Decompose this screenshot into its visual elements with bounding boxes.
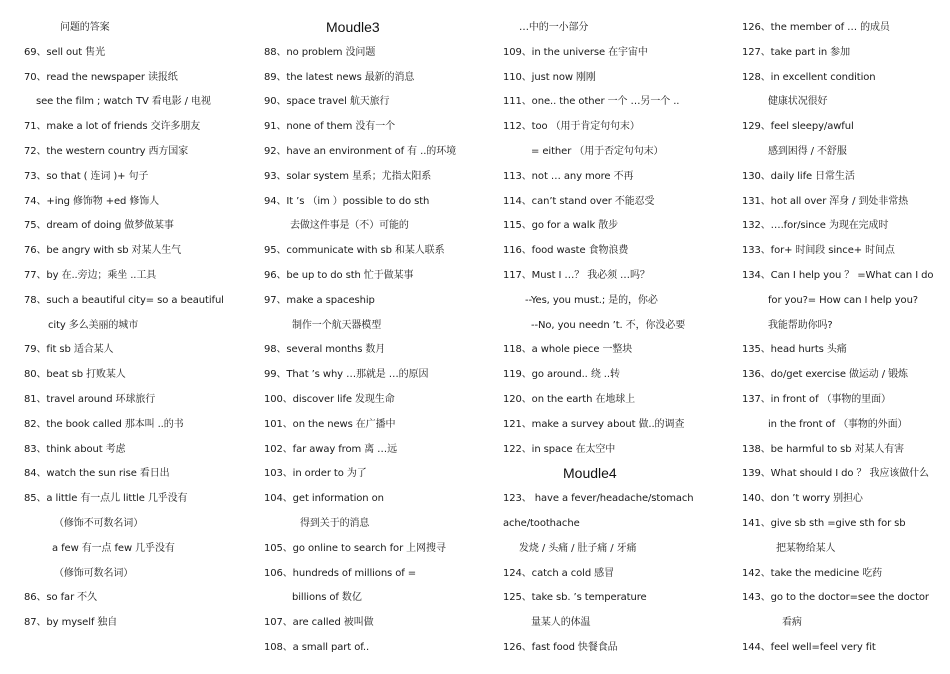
vocab-line: 93、solar system 星系；尤指太阳系 — [264, 170, 432, 182]
vocab-line: 82、the book called 那本叫 ..的书 — [24, 418, 184, 430]
vocab-line: 我能帮助你吗? — [768, 319, 833, 331]
vocab-line: 81、travel around 环球旅行 — [24, 394, 156, 405]
vocab-line: 75、dream of doing 做梦做某事 — [24, 220, 174, 232]
vocab-line: 92、have an environment of 有 ..的环境 — [264, 146, 457, 157]
vocab-line: 73、so that ( 连词 )+ 句子 — [24, 170, 149, 182]
module-heading: Moudle4 — [563, 465, 617, 482]
vocab-line: 72、the western country 西方国家 — [24, 146, 189, 157]
vocab-line: 83、think about 考虑 — [24, 443, 126, 455]
vocab-line: 量某人的体温 — [531, 617, 591, 629]
vocab-line: 90、space travel 航天旅行 — [264, 96, 390, 108]
vocab-line: 139、What should I do ？ 我应该做什么 — [742, 468, 929, 480]
vocab-line: 78、such a beautiful city= so a beautiful — [24, 294, 224, 306]
vocab-line: 107、are called 被叫做 — [264, 617, 374, 629]
module-heading: Moudle3 — [326, 19, 380, 35]
vocab-line: 119、go around.. 绕 ..转 — [503, 369, 620, 381]
vocab-line: city 多么美丽的城市 — [48, 319, 139, 331]
vocab-line: 126、fast food 快餐食品 — [503, 642, 618, 653]
vocab-line: 69、sell out 售光 — [24, 46, 105, 58]
vocab-line: 89、the latest news 最新的消息 — [264, 71, 415, 83]
vocab-line: 135、head hurts 头痛 — [742, 344, 847, 356]
vocab-line: 感到困得 / 不舒服 — [768, 146, 847, 157]
vocab-line: 71、make a lot of friends 交许多朋友 — [24, 121, 201, 133]
column-2 — [264, 0, 494, 674]
vocab-line: 138、be harmful to sb 对某人有害 — [742, 443, 905, 455]
vocab-line: 134、Can I help you ？ =What can I do — [742, 270, 934, 281]
vocab-line: 143、go to the doctor=see the doctor — [742, 592, 929, 604]
vocab-line: a few 有一点 few 几乎没有 — [52, 542, 175, 554]
vocab-line: 把某物给某人 — [776, 542, 836, 554]
vocab-line: 121、make a survey about 做..的调查 — [503, 418, 685, 430]
vocab-line: 129、feel sleepy/awful — [742, 121, 854, 133]
vocab-line: 96、be up to do sth 忙于做某事 — [264, 270, 414, 281]
vocab-line: see the film ; watch TV 看电影 / 电视 — [36, 96, 211, 108]
vocab-line: 79、fit sb 适合某人 — [24, 344, 114, 356]
vocab-line: 120、on the earth 在地球上 — [503, 394, 636, 405]
vocab-line: 126、the member of … 的成员 — [742, 22, 890, 33]
column-1 — [24, 0, 249, 674]
vocab-line: 112、too （用于肯定句句末） — [503, 121, 640, 133]
vocab-line: 108、a small part of.. — [264, 642, 370, 653]
vocab-line: billions of 数亿 — [292, 592, 362, 604]
vocab-line: 118、a whole piece 一整块 — [503, 344, 633, 356]
vocab-line: 111、one.. the other 一个 …另一个 .. — [503, 96, 680, 108]
vocab-line: 125、take sb. ’s temperature — [503, 592, 647, 604]
vocab-line: 140、don ’t worry 别担心 — [742, 493, 863, 505]
vocab-line: 去做这件事是（不）可能的 — [290, 220, 409, 232]
vocab-line: 141、give sb sth =give sth for sb — [742, 518, 906, 529]
vocab-line: 问题的答案 — [60, 22, 110, 33]
vocab-line: = either （用于否定句句末） — [531, 146, 664, 157]
vocab-line: 137、in front of （事物的里面） — [742, 394, 891, 405]
vocab-line: 84、watch the sun rise 看日出 — [24, 468, 170, 480]
vocab-line: 105、go online to search for 上网搜寻 — [264, 542, 446, 554]
vocab-line: 99、That ’s why …那就是 …的原因 — [264, 369, 429, 381]
vocab-line: 制作一个航天器模型 — [292, 319, 382, 331]
vocab-line: 110、just now 刚刚 — [503, 71, 596, 83]
vocab-line: 87、by myself 独自 — [24, 617, 118, 629]
vocab-line: 132、….for/since 为现在完成时 — [742, 220, 889, 232]
vocab-line: 106、hundreds of millions of = — [264, 567, 417, 579]
vocab-line: （修饰不可数名词） — [54, 518, 144, 529]
vocab-line: 74、+ing 修饰物 +ed 修饰人 — [24, 195, 160, 207]
vocab-line: 123、 have a fever/headache/stomach — [503, 493, 694, 505]
vocab-line: 91、none of them 没有一个 — [264, 121, 395, 133]
vocab-line: 看病 — [782, 617, 802, 629]
vocab-line: 101、on the news 在广播中 — [264, 418, 396, 430]
vocab-line: 94、It ’s （im ）possible to do sth — [264, 195, 430, 207]
vocab-line: …中的一小部分 — [519, 22, 589, 33]
vocab-line: 98、several months 数月 — [264, 344, 386, 356]
vocab-line: 健康状况很好 — [768, 96, 828, 108]
vocab-line: 104、get information on — [264, 493, 384, 505]
vocab-line: 103、in order to 为了 — [264, 468, 367, 480]
vocab-line: 109、in the universe 在宇宙中 — [503, 46, 648, 58]
vocab-line: 133、for+ 时间段 since+ 时间点 — [742, 245, 895, 257]
vocab-line: 131、hot all over 浑身 / 到处非常热 — [742, 195, 909, 207]
vocab-line: 114、can’t stand over 不能忍受 — [503, 195, 655, 207]
vocab-line: 130、daily life 日常生活 — [742, 170, 855, 182]
vocab-line: 128、in excellent condition — [742, 71, 876, 83]
vocab-line: 85、a little 有一点儿 little 几乎没有 — [24, 493, 188, 505]
vocab-line: 95、communicate with sb 和某人联系 — [264, 245, 445, 257]
vocab-line: 142、take the medicine 吃药 — [742, 567, 883, 579]
vocab-line: 88、no problem 没问题 — [264, 46, 376, 58]
vocab-line: 122、in space 在太空中 — [503, 443, 616, 455]
vocab-line: --No, you needn ’t. 不，你没必要 — [531, 319, 686, 331]
vocab-line: 102、far away from 离 …远 — [264, 443, 397, 455]
column-3 — [503, 0, 725, 674]
vocab-line: for you?= How can I help you? — [768, 294, 919, 306]
vocab-line: 117、Must I …？ 我必须 …吗？ — [503, 270, 650, 281]
vocab-line: 发烧 / 头痛 / 肚子痛 / 牙痛 — [519, 542, 637, 554]
vocab-line: 127、take part in 参加 — [742, 46, 850, 58]
vocab-line: --Yes, you must.; 是的，你必 — [525, 294, 658, 306]
vocab-line: 80、beat sb 打败某人 — [24, 369, 126, 381]
vocab-line: （修饰可数名词） — [54, 567, 134, 579]
vocab-line: 86、so far 不久 — [24, 592, 97, 604]
vocab-line: ache/toothache — [503, 518, 580, 529]
vocab-line: 76、be angry with sb 对某人生气 — [24, 245, 182, 257]
vocab-line: 70、read the newspaper 读报纸 — [24, 71, 178, 83]
vocab-line: 得到关于的消息 — [300, 518, 370, 529]
vocab-line: 136、do/get exercise 做运动 / 锻炼 — [742, 369, 908, 381]
vocab-line: 116、food waste 食物浪费 — [503, 245, 629, 257]
vocab-line: in the front of （事物的外面） — [768, 418, 908, 430]
vocab-line: 144、feel well=feel very fit — [742, 642, 876, 653]
vocab-line: 124、catch a cold 感冒 — [503, 567, 614, 579]
column-4 — [742, 0, 950, 674]
vocab-line: 100、discover life 发现生命 — [264, 394, 395, 405]
vocab-line: 115、go for a walk 散步 — [503, 220, 619, 232]
vocab-line: 113、not … any more 不再 — [503, 170, 634, 182]
vocab-line: 77、by 在..旁边；乘坐 ..工具 — [24, 270, 157, 281]
vocab-line: 97、make a spaceship — [264, 294, 375, 306]
